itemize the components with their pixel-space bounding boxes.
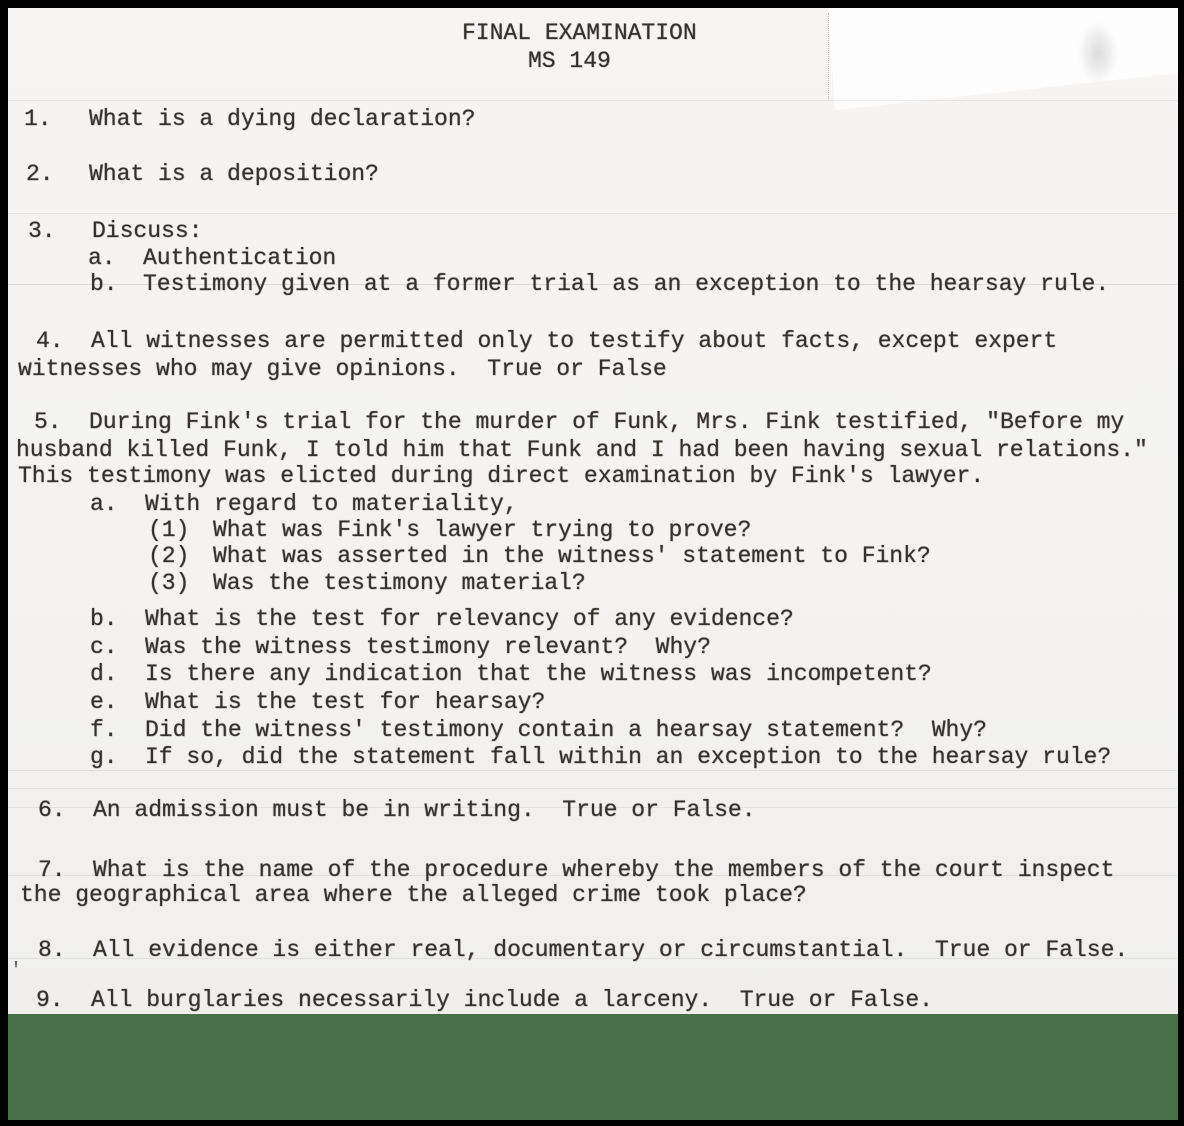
- question-line: [0, 857, 1184, 884]
- line-text: All burglaries necessarily include a larceny. True or False.: [91, 987, 933, 1013]
- question-line: [0, 218, 1184, 245]
- line-text: What is the name of the procedure whereby the members of the court inspect: [93, 857, 1115, 883]
- exam-title: FINAL EXAMINATION: [462, 20, 697, 46]
- line-text: During Fink's trial for the murder of Funk, Mrs. Fink testified, "Before my: [89, 409, 1125, 435]
- line-text: What is the test for relevancy of any evidence?: [145, 606, 794, 632]
- question-line: [0, 161, 1184, 188]
- line-text: Is there any indication that the witness was incompetent?: [145, 661, 932, 687]
- line-text: What was asserted in the witness' statement to Fink?: [213, 543, 931, 569]
- sub-item-label: (3): [148, 570, 190, 596]
- question-number: 9.: [36, 987, 64, 1013]
- line-text: Testimony given at a former trial as an exception to the hearsay rule.: [143, 271, 1110, 297]
- line-text: Authentication: [143, 245, 337, 271]
- question-line: [0, 987, 1184, 1014]
- stray-ink-mark: ': [10, 960, 23, 983]
- question-line: [0, 797, 1184, 824]
- sub-item-line: [0, 271, 1184, 298]
- line-text: All witnesses are permitted only to testify about facts, except expert: [91, 328, 1058, 354]
- sub-item-label: (2): [148, 543, 190, 569]
- question-number: 3.: [28, 218, 56, 244]
- green-backing-strip: [8, 1014, 1178, 1120]
- line-text: Did the witness' testimony contain a hearsay statement? Why?: [145, 717, 987, 743]
- question-wrap-line: [0, 882, 1184, 909]
- sub-item-label: f.: [90, 717, 118, 743]
- question-line: [0, 409, 1184, 436]
- question-line: [0, 937, 1184, 964]
- sub-item-line: [0, 517, 1184, 544]
- question-line: [0, 328, 1184, 355]
- sub-item-label: a.: [90, 491, 118, 517]
- line-text: All evidence is either real, documentary or circumstantial. True or False.: [93, 937, 1129, 963]
- question-wrap-line: [0, 356, 1184, 383]
- question-number: 4.: [36, 328, 64, 354]
- exam-course-number: MS 149: [528, 48, 611, 74]
- sub-item-label: b.: [90, 606, 118, 632]
- question-number: 2.: [26, 161, 54, 187]
- sub-item-line: [0, 491, 1184, 518]
- question-number: 8.: [38, 937, 66, 963]
- question-wrap-line: [0, 437, 1184, 464]
- sub-item-label: a.: [88, 245, 116, 271]
- line-text: This testimony was elicted during direct examination by Fink's lawyer.: [18, 463, 985, 489]
- sub-item-line: [0, 245, 1184, 272]
- question-number: 5.: [34, 409, 62, 435]
- sub-item-label: c.: [90, 634, 118, 660]
- sub-item-line: [0, 689, 1184, 716]
- line-text: If so, did the statement fall within an exception to the hearsay rule?: [145, 744, 1112, 770]
- sub-item-label: (1): [148, 517, 190, 543]
- line-text: witnesses who may give opinions. True or False: [18, 356, 667, 382]
- line-text: With regard to materiality,: [145, 491, 518, 517]
- sub-item-label: g.: [90, 744, 118, 770]
- line-text: An admission must be in writing. True or False.: [93, 797, 756, 823]
- question-number: 1.: [24, 106, 52, 132]
- sub-item-label: b.: [90, 271, 118, 297]
- sub-item-line: [0, 570, 1184, 597]
- sub-item-line: [0, 543, 1184, 570]
- line-text: Discuss:: [92, 218, 203, 244]
- sub-item-line: [0, 634, 1184, 661]
- line-text: What is a deposition?: [89, 161, 379, 187]
- line-text: Was the testimony material?: [213, 570, 586, 596]
- question-number: 6.: [38, 797, 66, 823]
- line-text: husband killed Funk, I told him that Funk and I had been having sexual relations.": [16, 437, 1148, 463]
- sub-item-line: [0, 717, 1184, 744]
- sub-item-line: [0, 606, 1184, 633]
- line-text: the geographical area where the alleged crime took place?: [20, 882, 807, 908]
- question-line: [0, 106, 1184, 133]
- sub-item-label: d.: [90, 661, 118, 687]
- sub-item-label: e.: [90, 689, 118, 715]
- line-text: What is the test for hearsay?: [145, 689, 546, 715]
- line-text: Was the witness testimony relevant? Why?: [145, 634, 711, 660]
- question-number: 7.: [38, 857, 66, 883]
- line-text: What is a dying declaration?: [89, 106, 476, 132]
- sub-item-line: [0, 744, 1184, 771]
- sub-item-line: [0, 661, 1184, 688]
- question-wrap-line: [0, 463, 1184, 490]
- line-text: What was Fink's lawyer trying to prove?: [213, 517, 752, 543]
